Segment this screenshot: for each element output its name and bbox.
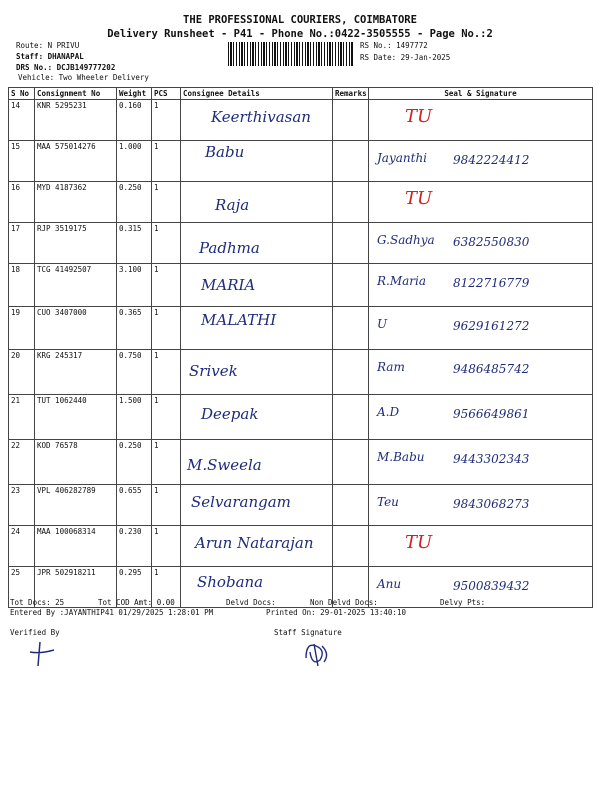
row-consignee [181, 485, 333, 526]
row-consignment-no: JPR 502918211 [35, 567, 117, 608]
row-consignment-no: MYD 4187362 [35, 182, 117, 223]
table-row [9, 307, 593, 350]
barcode [228, 42, 354, 66]
signature-handwritten: R.Maria [377, 274, 427, 288]
phone-handwritten: 9486485742 [453, 362, 530, 376]
table-row [9, 182, 593, 223]
col-header: S No [9, 88, 35, 100]
row-seal-signature [369, 395, 593, 440]
row-weight: 0.365 [117, 307, 152, 350]
signature-handwritten: TU [405, 532, 433, 553]
table-row [9, 567, 593, 608]
row-consignment-no: TCG 41492507 [35, 264, 117, 307]
row-consignee [181, 526, 333, 567]
row-consignee [181, 307, 333, 350]
row-seal-signature [369, 223, 593, 264]
col-header: Weight [117, 88, 152, 100]
phone-handwritten: 9629161272 [453, 319, 530, 333]
entered-by: Entered By :JAYANTHIP41 01/29/2025 1:28:01 PM [10, 608, 214, 617]
row-seal-signature [369, 141, 593, 182]
row-weight: 0.250 [117, 440, 152, 485]
phone-handwritten: 9842224412 [453, 153, 530, 167]
consignee-handwritten-name: MARIA [201, 276, 256, 294]
signature-handwritten: U [377, 317, 388, 331]
row-sno: 22 [9, 440, 35, 485]
consignee-handwritten-name: Raja [215, 196, 250, 214]
phone-handwritten: 9500839432 [453, 579, 530, 593]
rs-date: RS Date: 29-Jan-2025 [360, 53, 451, 62]
phone-handwritten: 9566649861 [453, 407, 530, 421]
row-remarks [333, 100, 369, 141]
row-remarks [333, 307, 369, 350]
drs-number: DRS No.: DCJB149777202 [16, 63, 116, 72]
row-sno: 21 [9, 395, 35, 440]
row-consignee [181, 350, 333, 395]
consignee-handwritten-name: Shobana [197, 573, 264, 591]
consignee-handwritten-name: Deepak [201, 405, 259, 423]
row-pcs: 1 [152, 567, 181, 608]
tot-cod: Tot COD Amt: 0.00 [98, 598, 175, 607]
row-pcs: 1 [152, 395, 181, 440]
table-row [9, 141, 593, 182]
row-sno: 20 [9, 350, 35, 395]
row-sno: 19 [9, 307, 35, 350]
runsheet-title: Delivery Runsheet - P41 - Phone No.:0422-3505555 - Page No.:2 [107, 28, 493, 40]
signature-handwritten: A.D [377, 405, 400, 419]
row-consignment-no: KRG 245317 [35, 350, 117, 395]
non-delvd-docs: Non Delvd Docs: [310, 598, 378, 607]
row-weight: 0.230 [117, 526, 152, 567]
row-pcs: 1 [152, 223, 181, 264]
signature-handwritten: Ram [377, 360, 405, 374]
row-seal-signature [369, 182, 593, 223]
row-pcs: 1 [152, 526, 181, 567]
staff-label: Staff: DHANAPAL [16, 52, 84, 61]
phone-handwritten: 8122716779 [453, 276, 530, 290]
phone-handwritten: 9443302343 [453, 452, 530, 466]
row-seal-signature [369, 350, 593, 395]
row-remarks [333, 264, 369, 307]
row-weight: 1.000 [117, 141, 152, 182]
consignee-handwritten-name: MALATHI [201, 311, 277, 329]
signature-handwritten: Teu [377, 495, 399, 509]
row-consignment-no: TUT 1062440 [35, 395, 117, 440]
row-sno: 15 [9, 141, 35, 182]
signature-handwritten: TU [405, 188, 433, 209]
verifier-signature [28, 640, 58, 670]
table-row [9, 350, 593, 395]
table-row [9, 485, 593, 526]
route-label: Route: N PRIVU [16, 41, 80, 50]
row-consignee [181, 100, 333, 141]
table-row [9, 264, 593, 307]
col-header: PCS [152, 88, 181, 100]
row-weight: 1.500 [117, 395, 152, 440]
phone-handwritten: 9843068273 [453, 497, 530, 511]
signature-handwritten: Anu [377, 577, 402, 591]
row-consignee [181, 223, 333, 264]
staff-signature-mark [300, 638, 334, 668]
row-seal-signature [369, 264, 593, 307]
delvd-docs: Delvd Docs: [226, 598, 276, 607]
verified-by-label: Verified By [10, 628, 60, 637]
row-consignment-no: KOD 76578 [35, 440, 117, 485]
row-consignment-no: VPL 406282789 [35, 485, 117, 526]
col-header: Remarks [333, 88, 369, 100]
consignee-handwritten-name: Babu [205, 143, 245, 161]
printed-on: Printed On: 29-01-2025 13:40:10 [266, 608, 406, 617]
row-seal-signature [369, 307, 593, 350]
col-header: Consignee Details [181, 88, 333, 100]
row-consignee [181, 141, 333, 182]
row-pcs: 1 [152, 141, 181, 182]
row-pcs: 1 [152, 350, 181, 395]
signature-handwritten: Jayanthi [377, 151, 428, 165]
row-sno: 18 [9, 264, 35, 307]
row-weight: 3.100 [117, 264, 152, 307]
row-seal-signature [369, 100, 593, 141]
row-pcs: 1 [152, 485, 181, 526]
row-sno: 16 [9, 182, 35, 223]
signature-handwritten: TU [405, 106, 433, 127]
col-header: Seal & Signature [369, 88, 593, 100]
row-remarks [333, 526, 369, 567]
tot-docs: Tot Docs: 25 [10, 598, 65, 607]
table-row [9, 100, 593, 141]
table-row [9, 526, 593, 567]
signature-handwritten: G.Sadhya [377, 233, 435, 247]
row-sno: 24 [9, 526, 35, 567]
row-weight: 0.295 [117, 567, 152, 608]
row-seal-signature [369, 440, 593, 485]
staff-signature-label: Staff Signature [274, 628, 342, 637]
row-sno: 14 [9, 100, 35, 141]
row-consignment-no: KNR 5295231 [35, 100, 117, 141]
row-consignee [181, 395, 333, 440]
row-seal-signature [369, 485, 593, 526]
row-remarks [333, 485, 369, 526]
row-weight: 0.250 [117, 182, 152, 223]
phone-handwritten: 6382550830 [453, 235, 530, 249]
col-header: Consignment No [35, 88, 117, 100]
row-consignment-no: MAA 575014276 [35, 141, 117, 182]
row-consignee [181, 182, 333, 223]
consignee-handwritten-name: Selvarangam [191, 493, 291, 511]
rs-number: RS No.: 1497772 [360, 41, 428, 50]
row-weight: 0.160 [117, 100, 152, 141]
table-row [9, 223, 593, 264]
row-remarks [333, 440, 369, 485]
vehicle-label: Vehicle: Two Wheeler Delivery [18, 73, 149, 82]
row-remarks [333, 395, 369, 440]
delvy-pts: Delvy Pts: [440, 598, 486, 607]
row-remarks [333, 350, 369, 395]
consignee-handwritten-name: Padhma [199, 239, 260, 257]
runsheet-table [8, 87, 593, 608]
consignee-handwritten-name: Arun Natarajan [195, 534, 314, 552]
row-consignment-no: CUO 3407000 [35, 307, 117, 350]
consignee-handwritten-name: Srivek [189, 362, 238, 380]
row-weight: 0.655 [117, 485, 152, 526]
row-pcs: 1 [152, 440, 181, 485]
row-consignment-no: MAA 100068314 [35, 526, 117, 567]
row-remarks [333, 141, 369, 182]
row-consignment-no: RJP 3519175 [35, 223, 117, 264]
row-weight: 0.750 [117, 350, 152, 395]
table-row [9, 395, 593, 440]
row-consignee [181, 264, 333, 307]
row-pcs: 1 [152, 100, 181, 141]
row-sno: 25 [9, 567, 35, 608]
row-weight: 0.315 [117, 223, 152, 264]
table-header-row [9, 88, 593, 100]
row-pcs: 1 [152, 264, 181, 307]
row-consignee [181, 440, 333, 485]
row-remarks [333, 223, 369, 264]
consignee-handwritten-name: Keerthivasan [211, 108, 311, 126]
row-remarks [333, 182, 369, 223]
row-seal-signature [369, 526, 593, 567]
company-title: THE PROFESSIONAL COURIERS, COIMBATORE [183, 14, 417, 26]
table-row [9, 440, 593, 485]
consignee-handwritten-name: M.Sweela [187, 456, 262, 474]
row-pcs: 1 [152, 182, 181, 223]
row-sno: 17 [9, 223, 35, 264]
row-pcs: 1 [152, 307, 181, 350]
row-sno: 23 [9, 485, 35, 526]
signature-handwritten: M.Babu [377, 450, 425, 464]
